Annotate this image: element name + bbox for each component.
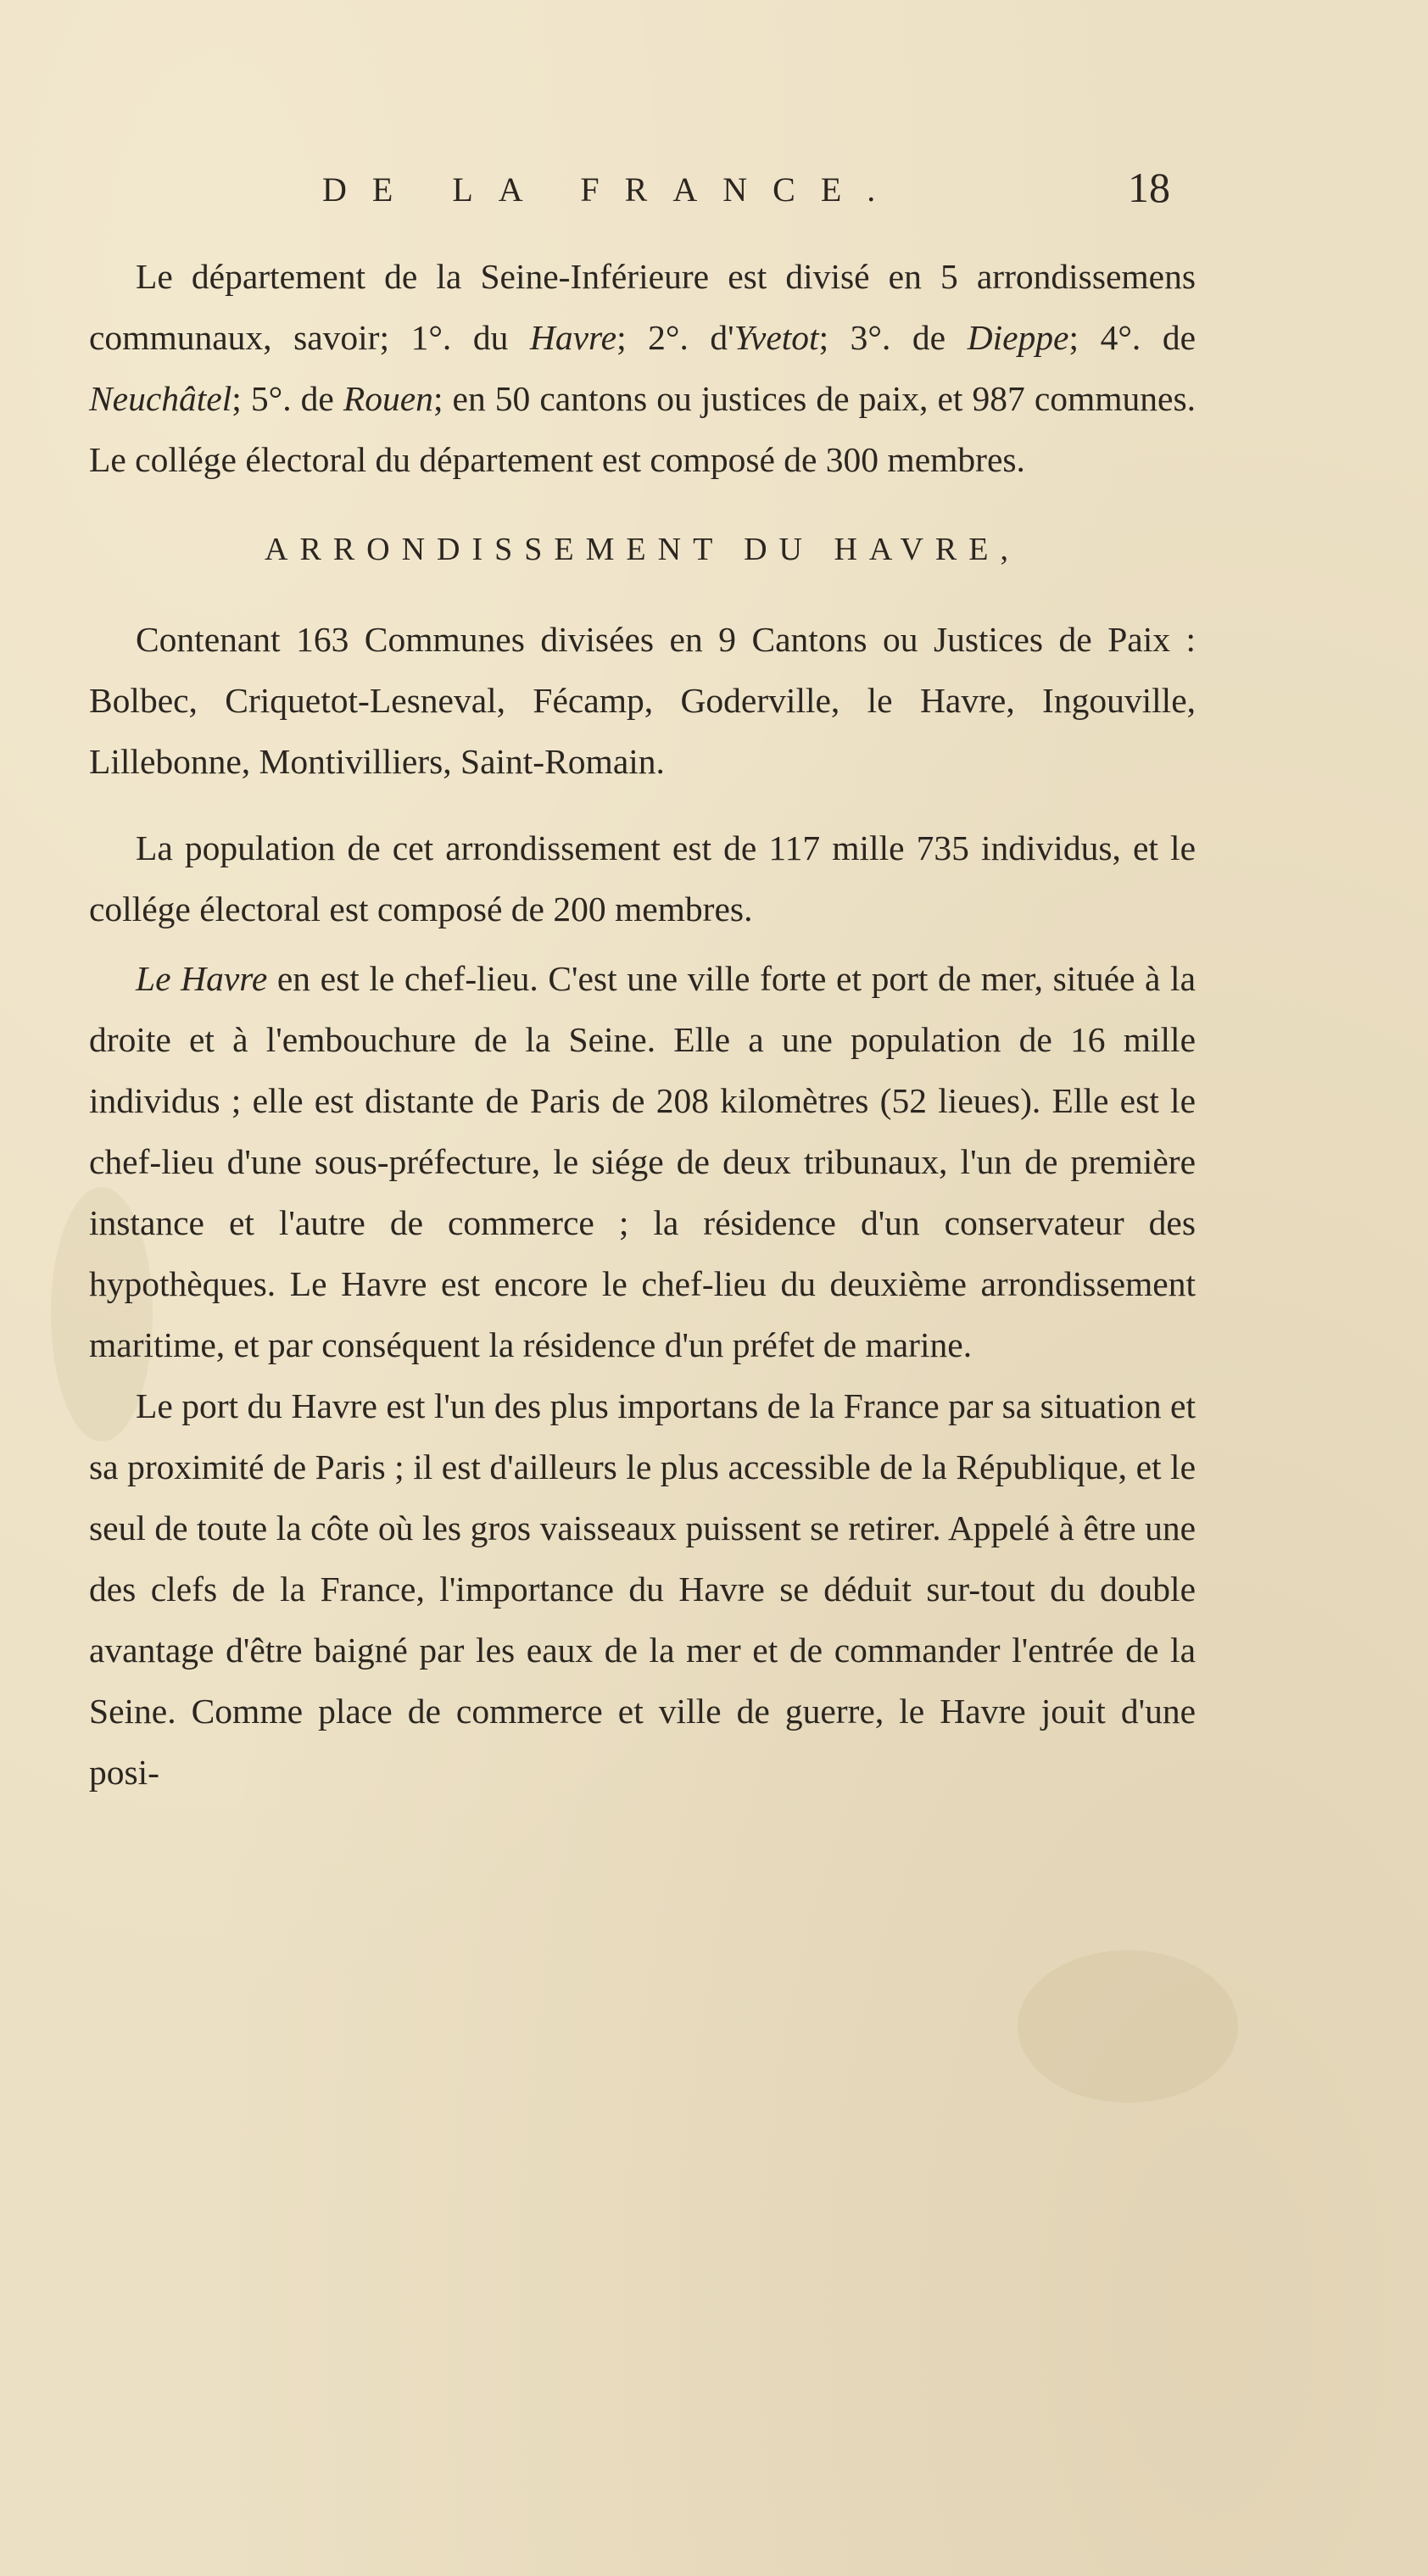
paragraph-text: en est le chef-lieu. C'est une ville forte et port de mer, située à la droite et à l'embouchure de la Seine. Elle a une population de 16 mille individus ; elle est distante de Paris de 208 kilomètres (52 lieues). Elle est le chef-lieu d'une sous-préfecture, le siége de deux tribunaux, l'un de première instance et l'autre de commerce ; la résidence d'un conservateur des hypothèques. Le Havre est encore le chef-lieu du deuxième arrondissement maritime, et par conséquent la résidence d'un préfet de marine. (89, 959, 1197, 1364)
paragraph-text: ; 5°. de (231, 379, 343, 418)
place-name-havre: Havre (529, 318, 617, 357)
paragraph-departement (89, 246, 1196, 490)
paragraph-text: ; en 50 cantons ou justices de paix, et 987 communes. Le collége électoral du département est composé de 300 membres. (89, 379, 1197, 479)
paragraph-text: ; 4°. de (1068, 318, 1197, 357)
place-name-dieppe: Dieppe (967, 318, 1069, 357)
page-number: 18 (1128, 164, 1170, 211)
running-title: DE LA FRANCE. (322, 170, 901, 209)
place-name-neuchatel: Neuchâtel (89, 379, 232, 418)
paragraph-gap (89, 792, 1196, 817)
paragraph-text: Le port du Havre est l'un des plus importans de la France par sa situation et sa proximité de Paris ; il est d'ailleurs le plus accessible de la République, et le seul de toute la côte où les gros vaisseaux puissent se retirer. Appelé à être une des clefs de la France, l'importance du Havre se déduit sur-tout du double avantage d'être baigné par les eaux de la mer et de commander l'entrée de la Seine. Comme place de commerce et ville de guerre, le Havre jouit d'une posi- (89, 1386, 1196, 1792)
paragraph-text: ; 3°. de (818, 318, 968, 357)
place-name-yvetot: Yvetot (734, 318, 819, 357)
paragraph-population (89, 817, 1196, 940)
paragraph-text: Le département de la Seine-Inférieure est divisé en 5 arrondissemens communaux, savoir; 1°. du (89, 257, 1196, 357)
paragraph-text: Contenant 163 Communes divisées en 9 Cantons ou Justices de Paix : Bolbec, Criquetot-Lesneval, Fécamp, Goderville, le Havre, Ingouville, Lillebonne, Montivilliers, Saint-Romain. (89, 620, 1196, 781)
section-heading: ARRONDISSEMENT DU HAVRE, (265, 532, 1020, 567)
paragraph-text: La population de cet arrondissement est de 117 mille 735 individus, et le collége électoral est composé de 200 membres. (89, 828, 1196, 928)
paragraph-text: ; 2°. d' (616, 318, 734, 357)
paragraph-gap (89, 940, 1196, 948)
paragraph-chef-lieu (89, 948, 1196, 1375)
paragraph-cantons (89, 609, 1196, 792)
paper-stain (1018, 1950, 1238, 2103)
page-header (322, 164, 1170, 220)
paragraph-port (89, 1375, 1196, 1803)
place-name-le-havre: Le Havre (136, 959, 268, 998)
place-name-rouen: Rouen (343, 379, 433, 418)
page-body (89, 246, 1196, 1803)
